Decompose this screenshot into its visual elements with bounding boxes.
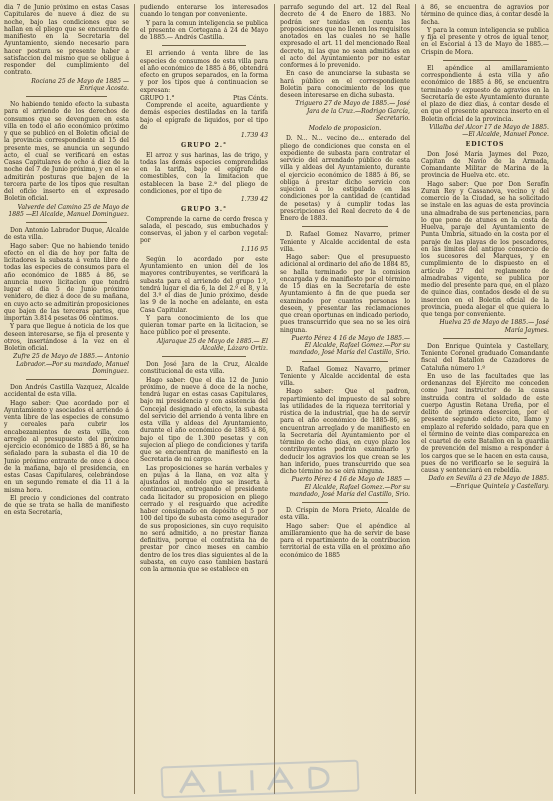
- column-1: [4, 4, 129, 796]
- notice-text: En caso de anunciarse la subasta se hará público en el correspondiente Boletin para conocimiento de los que deseen interesarse en dicha subasta.: [280, 70, 410, 99]
- library-stamp-mark: [159, 757, 360, 801]
- column-rule: [415, 4, 416, 794]
- notice-heading: D. Rafael Gomez Navarro, primer Teniente y Alcalde accidental de esta villa.: [280, 365, 410, 387]
- notice-text: Hago saber: Que no habiendo tenido efecto en el dia de hoy por falta de licitadores la subasta á venta libre de todas las especies de consumos para el año económico de 1885 á 86, se anuncia nuevo licitacion que tendrá lugar el dia 5 de Junio próximo venidero, de diez á doce de su mañana, en cuyo acto se admitirán proposiciones que bajen de las terceras partes, que importan 3.814 pesetas 06 céntimos.: [4, 242, 129, 322]
- notice-text: dia 7 de Junio próximo en estas Casas Capitulares de nueve á diez de su noche, bajo las condiciones que se hallan en el pliego que se encuentra de manifiesto en la Secretaria del Ayuntamiento, siendo necesario para hacer postura se presente haber a satisfaccion del mismo que se obligue á responder del cumplimiento del contrato.: [4, 4, 129, 77]
- notice-signature: Aljaraque 25 de Mayo de 1885.— El Alcalde, Lázaro Ortiz.: [156, 337, 268, 352]
- notice-text: Hago saber: Que el padron, repartimiento del impuesto de sal sobre las utilidades de la riqueza territorial y rústica de la industrial, que ha de servir para el año económico de 1885-86, se encuentran arreglado y de manifiesto en la Secretaría del Ayuntamiento por el término de ocho dias, en cuyo plazo los contribuyentes podrán examinarlo y deducir los agravios los que crean se les han inferido, pues transcurrido que sea dicho término no se oirá ninguna.: [280, 388, 410, 475]
- notice-signature: Triguero 27 de Mayo de 1885.— José Jara de la Cruz.—Rodrigo García, Secretario.: [295, 100, 410, 122]
- notice-text: Hago saber: Que el apéndice al amillaramiento que ha de servir de base para el repartimiento de la contribucion territorial de esta villa en el próximo año económico de 1885: [280, 522, 410, 559]
- notice-signature: Villalba del Alcor 17 de Mayo de 1885.—El Alcalde, Manuel Ponce.: [429, 123, 549, 138]
- notice-text: El arriendo á venta libre de las especies de consumos de esta villa para el año económico de 1885 á 86, obtendrá efecto en grupos separados, en la forma y por los tipos que á continuacion se expresan:: [140, 50, 268, 94]
- notice-text: Y para conocimiento de los que quieran tomar parte en la licitacion, se hace público por el presente.: [140, 314, 268, 337]
- group-text: Comprende el aceite, aguardiente y demás especies destiladas en la tarifa bajo el epígrafe de liquidos, por el tipo de: [140, 102, 268, 131]
- notice-signature: Dado en Sevilla á 23 de Mayo de 1885.—Enrique Quintela y Castellary.: [428, 475, 549, 490]
- notice-signature: Puerto Pérez 4 16 de Mayo de 1885 —El Alcalde, Rafael Gomez.—Por su mandado, José María del Castillo, Srio.: [289, 476, 410, 498]
- notice-signature: Puerto Pérez 4 16 de Mayo de 1885.—El Alcalde, Rafael Gomez.—Por su mandado, José María del Castillo, Srio.: [289, 334, 410, 357]
- notice-separator: [26, 379, 107, 380]
- notice-text: D. N... N... vecino de... enterado del pliego de condiciones que consta en el expediente de subasta para contratar el servicio del arrendado público de esta villa y aldeas del Ayuntamiento, durante el ejercicio económico de 1885 á 86, se obliga á prestar dicho servicio con sujecion á lo estipulado en las condiciones por la cantidad de (cantidad de pesetas) y á cumplir todas las prescripciones del Real decreto de 4 de Enero de 1883.: [280, 135, 410, 222]
- notice-heading: Don Enrique Quintela y Castellary, Teniente Coronel graduado Comandante fiscal del Batallon de Cazadores de Cataluña número 1.º: [421, 342, 549, 372]
- notice-heading: Don Andrés Castilla Vazquez, Alcalde accidental de esta villa.: [4, 384, 129, 399]
- notice-separator: [302, 361, 388, 362]
- notice-separator: [162, 45, 246, 46]
- notice-text: á 86, se encuentra de agravios por término de quince dias, á contar desde la fecha.: [421, 4, 549, 26]
- group-amount: 1.116 95: [240, 245, 268, 253]
- notice-separator: [26, 96, 107, 97]
- notice-text: No habiendo tenido efecto la subasta para el arriendo de los derechos de consumos que se devenguen en esta villa en todo el año económico próximo y que se publicó en el Boletin oficial de la provincia correspondiente al 15 del presente mes, se anuncia un segundo acto, el cual se verificará en estas Casas Capitulares de ocho á diez de la noche del 7 de Junio próximo, y en el se admitirán posturas que bajen de la tercera parte de los tipos que resultan del oficio inserto en el expresado Boletin oficial.: [4, 101, 129, 203]
- notice-text: El precio y condiciones del contrato de que se trata se halla de manifiesto en esta Secretaría,: [4, 494, 129, 517]
- notice-signature: Zufre 25 de Mayo de 1885.— Antonio Labrador.—Por su mandado, Manuel Dominguez.: [13, 353, 129, 375]
- section-title-edictos: EDICTOS: [465, 141, 505, 149]
- notice-heading: D. Crispin de Mora Prieto, Alcalde de esta villa.: [280, 507, 410, 522]
- notice-signature: Rociana 25 de Mayo de 1885 —Enrique Acosta.: [31, 77, 129, 92]
- group-title: GRUPO 1.°: [140, 94, 175, 102]
- column-2: [140, 4, 268, 796]
- notice-text: parrafo segundo del art. 12 del Real decreto de 4 de Enero de 1883. No podrán ser tenidas en cuenta las proposiciones que no llenen los requisitos anotados en las cuales no se halle expresado el art. 11 del mencionado Real decreto, ni las que no sean admitidas en el acto del Ayuntamiento por no estar conformes á lo prevenido.: [280, 4, 410, 69]
- notice-text: Las proposiciones se harán verbales y en pujas á la llana, en voz alta y ajustados al modelo que se inserta á continuacion, entregando el presidente cada licitador su proposicion en pliego cerrado y el resguardo que acredite haber consignado en depósito el 5 por 100 del tipo de subasta como asegurador de sus proposiciones, sin cuyo requisito no será admitido, a no prestar fianza definitiva, porque el contratista ha de prestar por cinco meses en cambio dentro de los tres dias siguientes al de la subasta, en cuyo caso tambien bastará con la armonia que se establece en: [140, 464, 268, 573]
- notice-separator: [26, 222, 107, 223]
- model-title: Modelo de proposicion.: [308, 125, 382, 132]
- notice-text: Y para la comun inteligencia se publica el presente en Cortegana á 24 de Mayo de 1885.— Andrés Castilla.: [140, 19, 268, 41]
- column-3: [280, 4, 410, 796]
- group-title: GRUPO 2.°: [180, 142, 227, 150]
- notice-signature: Valverde del Camino 25 de Mayo de 1885 —El Alcalde, Manuel Dominguez.: [8, 203, 129, 218]
- notice-text: Y para que llegue á noticia de los que deseen interesarse, se fija el presente y otros, insertándose á la vez en el Boletin oficial.: [4, 323, 129, 352]
- amount-column-header: Ptas Cénts.: [233, 94, 268, 102]
- notice-text: En uso de las facultades que las ordenanzas del Ejército me conceden como Juez instructor de la causa instruida contra el soldado de este cuerpo Agustin Retana Ureña, por el delito de primera desercion, por el presente segundo edicto cito, llamo y emplazo al referido soldado, para que en el término de veinte dias comparezca en el cuartel de este Batallon en la guardia de prevención del mismo a responder á los cargos que se le hacen en esta causa, pues de no verificarlo se le seguirá la causa y sentenciará en rebeldía.: [421, 372, 549, 474]
- notice-separator: [443, 60, 527, 61]
- notice-separator: [302, 226, 388, 227]
- notice-separator: [302, 502, 388, 503]
- notice-text: Hago saber: Que acordado por el Ayuntamiento y asociados el arriendo á venta libre de las especies de consumo y cereales para cubrir los encabezamientos de esta villa, con arreglo al presupuesto del próximo ejercicio económico de 1885 á 86, se ha señalado para la subasta el dia 10 de Junio próximo entrante de once á doce de la mañana, bajo el presidencia, en estas Casas Capitulares, celebrándose en un segundo remate el dia 11 á la misma hora.: [4, 399, 129, 494]
- group-text: El arroz y sus harinas, las de trigo, y todas las demás especies comprendidas en la tarifa, bajo el epígrafe de comestibles, con la limitacion que establecen la base 2.ª del pliego de condiciones, por el tipo de: [140, 151, 268, 195]
- group-text: Comprende la carne de cerdo fresca y salada, el pescado, sus embuchados y conservas, el jabon y el carbon vegetal: por: [140, 215, 268, 245]
- notice-text: Según lo acordado por este Ayuntamiento en union del de los mayores contribuyentes, se verificará la subasta para el arriendo del grupo 1.º, tendrá lugar el dia 6, la del 2.º el 8, y la del 3.º el dias de Junio próximo, desde las 9 de la noche en adelante, en esta Casa Capitular.: [140, 255, 268, 314]
- notice-text: El apéndice al amillaramiento correspondiente á esta villa y año económico de 1885 á 86, se encuentra terminado y expuesto de agravios en la Secretaría de este Ayuntamiento durante el plazo de diez dias, á contar desde el en que el presente aparezca inserto en el Boletin oficial de la provincia.: [421, 64, 549, 123]
- notice-text: Hago saber: Que el presupuesto adicional al ordinario del año de 1884 85, se halla terminado por la comision encargada y de manifiesto por el término de 15 dias en la Secretaría de este Ayuntamiento á fin de que pueda ser examinado por cuantos personas lo deseen, y presentar las reclamaciones que crean oportunas en indicado periodo, pues transcurrido que sea no se les oirá ninguna.: [280, 254, 410, 334]
- notice-heading: Don Antonio Labrador Duque, Alcalde de esta villa.: [4, 227, 129, 242]
- column-4: [421, 4, 549, 796]
- notice-text: Hago saber: Que el dia 12 de Junio próximo, de nueve á doce de la noche, tendrá lugar en estas casas Capitulares, bajo mi presidencia y con asistencia del Concejal designado al efecto, la subasta del servicio del arriendo á venta libre en esta villa y aldeas del Ayuntamiento, durante el año económico de 1885 á 86, bajo el tipo de 1.300 pesetas y con sujecion al pliego de condiciones y tarifa que se encuentran de manifiesto en la Secretaria de mi cargo.: [140, 376, 268, 464]
- notice-separator: [162, 356, 246, 357]
- notice-heading: Don José María Jaymes del Pozo, Capitan de Navío de la Armada, Comandante Militar de Marina de la provincia de Huelva etc. etc.: [421, 150, 549, 180]
- notice-text: Hago saber: Que por Don Serafín Zuran Rey y Cassanova, vecino y del comercio de la Ciudad, se ha solicitado se instale en las aguas de esta provincia una almadraba de sus pertenencias, para lo que pone de atunes en la costa de Huelva, paraje del Ayuntamiento de Punta Umbría, situado en la costa por el paraje de las playas de los pescadores, en las límites del antiguo consorcio de los sucesores del Marques, y en cumplimiento de lo dispuesto en el artículo 27 del reglamento de almadrabas vigente, se publica por medio del presente para que, en el plazo de quince dias, contados desde el de su insercion en el Boletin oficial de la provincia, pueda alegar el que quiera lo que tenga por conveniente.: [421, 180, 549, 318]
- column-rule: [134, 4, 135, 794]
- group-amount: 1.739 42: [240, 196, 268, 203]
- notice-signature: Huelva 25 de Mayo de 1885.— José María Jaymes.: [439, 319, 549, 334]
- notice-heading: D. Rafael Gomez Navarro, primer Teniente y Alcalde accidental de esta villa.: [280, 231, 410, 253]
- notice-separator: [443, 338, 527, 339]
- notice-text: Y para la comun inteligencia se publica y fija el presente y otros de igual tenor, en el Escorial á 13 de Mayo de 1885.— Crispin de Mora.: [421, 26, 549, 56]
- group-title: GRUPO 3.°: [180, 206, 227, 214]
- group-header: [140, 95, 268, 102]
- notice-heading: Don José Jara de la Cruz, Alcalde constitucional de esta villa.: [140, 361, 268, 376]
- column-rule: [274, 4, 275, 794]
- notice-text: pudiendo enterarse los interesados cuando lo tengan por conveniente.: [140, 4, 268, 19]
- group-amount: 1.739 43: [240, 132, 268, 139]
